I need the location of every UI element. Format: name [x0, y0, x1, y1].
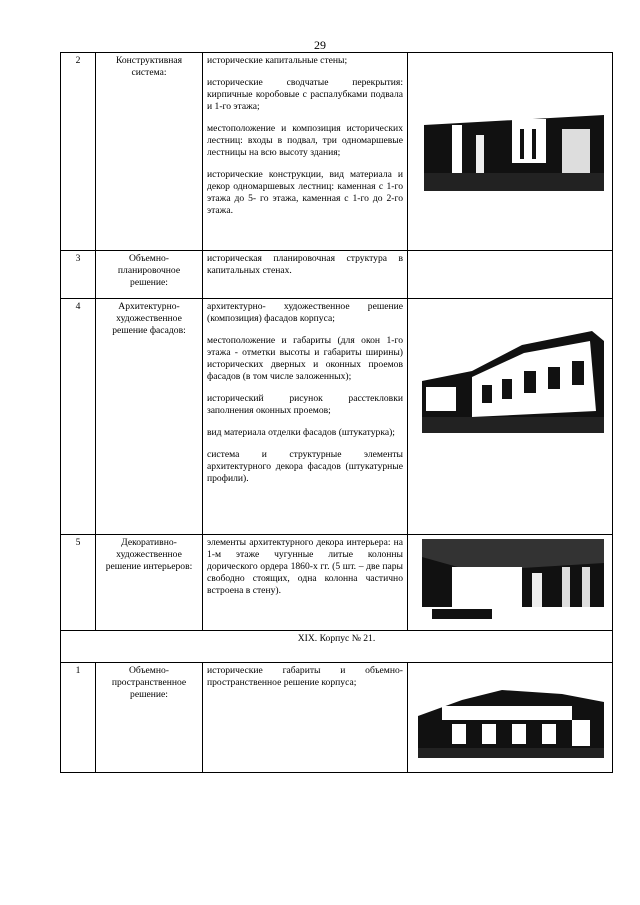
row-number: 5 [61, 535, 96, 631]
row-description [203, 53, 408, 251]
description-item: исторические капитальные стены; [207, 55, 348, 66]
description-item: местоположение и габариты (для окон 1-го этажа - отметки высоты и габариты ширины) исторических дверных и оконных проемов фасадов (в том числе заложенных); [207, 335, 403, 382]
row-photo-cell [408, 535, 613, 631]
row-photo-cell [408, 299, 613, 535]
building-photo [412, 55, 608, 205]
monument-subject-table [60, 52, 613, 773]
row-description [203, 251, 408, 299]
row-number: 3 [61, 251, 96, 299]
row-description [203, 535, 408, 631]
description-item: вид материала отделки фасадов (штукатурка); [207, 427, 395, 438]
table-row [61, 251, 613, 299]
row-photo-cell [408, 53, 613, 251]
description-item: исторические сводчатые перекрытия: кирпичные коробовые с распалубками подвала и 1-го этажа; [207, 77, 403, 112]
description-item: историческая планировочная структура в капитальных стенах. [207, 253, 403, 276]
interior-photo [412, 537, 608, 627]
table-row [61, 535, 613, 631]
row-number: 2 [61, 53, 96, 251]
description-item: элементы архитектурного декора интерьера: на 1-м этаже чугунные литые колонны дорического ордера 1860-х гг. (5 шт. – две пары свободно стоящих, одна колонна частично встроена в стену). [207, 537, 403, 596]
description-item: исторические конструкции, вид материала и декор одномаршевых лестниц: каменная с 1-го этажа до 5- го этажа, каменная с 1-го до 2-го этажа. [207, 169, 403, 216]
table-row [61, 663, 613, 773]
description-item: местоположение и композиция исторических лестниц: входы в подвал, три одномаршевые лестницы на всю высоту здания; [207, 123, 403, 158]
page-number: 29 [314, 38, 326, 52]
section-row [61, 631, 613, 663]
row-name: Декоративно-художественное решение интерьеров: [96, 535, 203, 631]
row-number: 4 [61, 299, 96, 535]
row-name: Объемно-пространственное решение: [96, 663, 203, 773]
row-name: Конструктивная система: [96, 53, 203, 251]
row-name: Объемно-планировочное решение: [96, 251, 203, 299]
row-name: Архитектурно-художественное решение фасадов: [96, 299, 203, 535]
building-exterior-photo [412, 676, 608, 760]
row-photo-cell [408, 251, 613, 299]
row-description [203, 299, 408, 535]
table-row [61, 299, 613, 535]
description-item: исторические габариты и объемно-пространственное решение корпуса; [207, 665, 403, 688]
facade-photo [412, 301, 608, 451]
row-number: 1 [61, 663, 96, 773]
table-row [61, 53, 613, 251]
row-photo-cell [408, 663, 613, 773]
section-title: XIX. Корпус № 21. [61, 631, 613, 663]
description-item: архитектурно- художественное решение (композиция) фасадов корпуса; [207, 301, 403, 324]
description-item: система и структурные элементы архитектурного декора фасадов (штукатурные профили). [207, 449, 403, 484]
description-item: исторический рисунок расстекловки заполнения оконных проемов; [207, 393, 403, 416]
row-description [203, 663, 408, 773]
